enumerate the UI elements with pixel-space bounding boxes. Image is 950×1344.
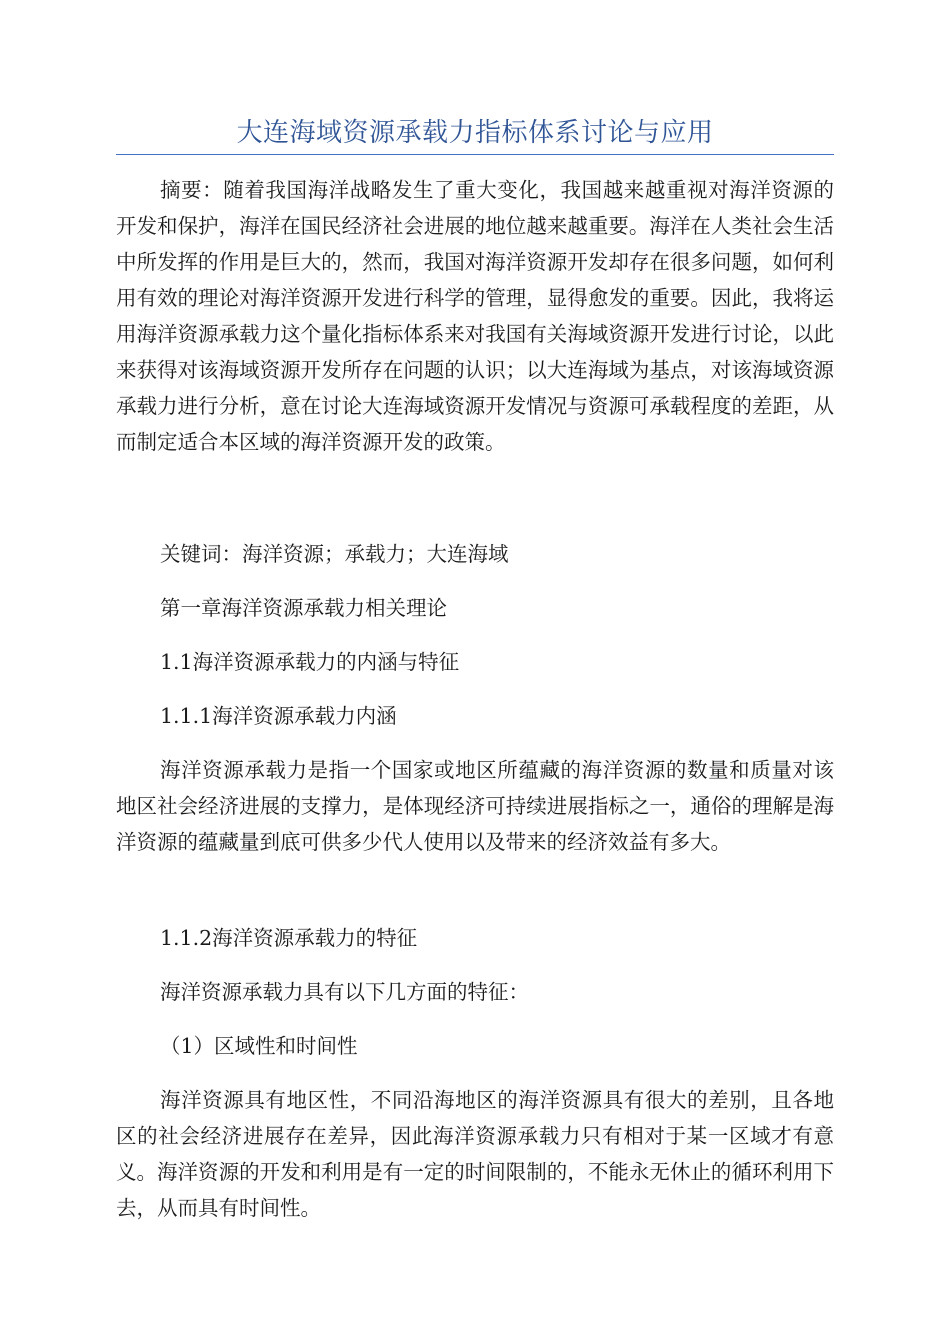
abstract-paragraph: 摘要：随着我国海洋战略发生了重大变化，我国越来越重视对海洋资源的开发和保护，海洋在国民经济社会进展的地位越来越重要。海洋在人类社会生活中所发挥的作用是巨大的，然而，我国对海洋资源开发却存在很多问题，如何利用有效的理论对海洋资源开发进行科学的管理，显得愈发的重要。因此，我将运用海洋资源承载力这个量化指标体系来对我国有关海域资源开发进行讨论，以此来获得对该海域资源开发所存在问题的认识；以大连海域为基点，对该海域资源承载力进行分析，意在讨论大连海域资源开发情况与资源可承载程度的差距，从而制定适合本区域的海洋资源开发的政策。 [116, 178, 834, 454]
chapter-heading: 第一章海洋资源承载力相关理论 [160, 596, 447, 620]
feature-1-paragraph: 海洋资源具有地区性，不同沿海地区的海洋资源具有很大的差别，且各地区的社会经济进展存在差异，因此海洋资源承载力只有相对于某一区域才有意义。海洋资源的开发和利用是有一定的时间限制的，不能永无休止的循环利用下去，从而具有时间性。 [116, 1088, 834, 1220]
document-title: 大连海域资源承载力指标体系讨论与应用 [236, 118, 714, 148]
keywords-line: 关键词：海洋资源；承载力；大连海域 [160, 542, 509, 566]
section-heading-1-1-2: 1.1.2海洋资源承载力的特征 [160, 926, 418, 950]
section-heading-1-1: 1.1海洋资源承载力的内涵与特征 [160, 650, 460, 674]
definition-paragraph: 海洋资源承载力是指一个国家或地区所蕴藏的海洋资源的数量和质量对该地区社会经济进展的支撑力，是体现经济可持续进展指标之一，通俗的理解是海洋资源的蕴藏量到底可供多少代人使用以及带来的经济效益有多大。 [116, 758, 834, 854]
features-intro-line: 海洋资源承载力具有以下几方面的特征： [160, 980, 529, 1004]
section-heading-1-1-1: 1.1.1海洋资源承载力内涵 [160, 704, 397, 728]
feature-heading-1: （1）区域性和时间性 [160, 1034, 358, 1058]
title-underline [116, 154, 834, 155]
